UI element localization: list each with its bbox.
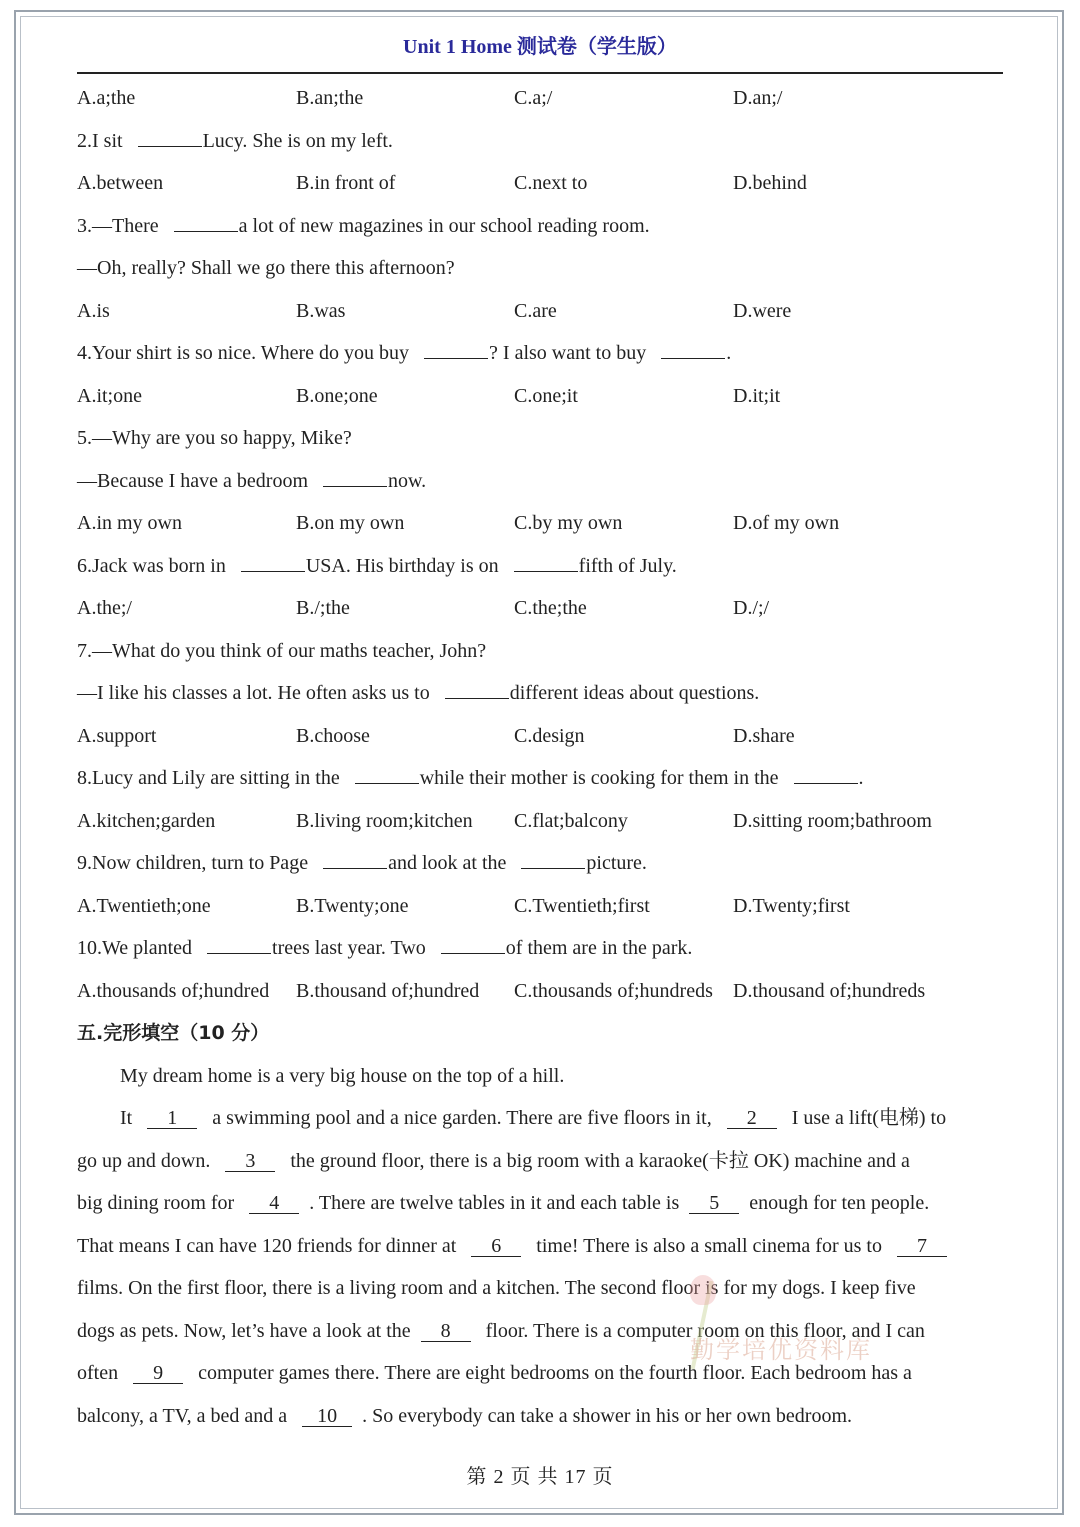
q9-stem-text-end: picture. bbox=[586, 852, 647, 874]
answer-blank bbox=[323, 466, 387, 487]
passage-text: dogs as pets. Now, let’s have a look at the bbox=[77, 1319, 411, 1342]
q10-stem-text-end: of them are in the park. bbox=[505, 937, 693, 959]
cloze-blank-2: 2 bbox=[727, 1108, 777, 1129]
answer-blank bbox=[441, 933, 505, 954]
passage-text: the ground floor, there is a big room with a karaoke(卡拉 OK) machine and a bbox=[285, 1149, 910, 1172]
q10-stem-text: 10.We planted bbox=[77, 937, 198, 959]
passage-text: enough for ten people. bbox=[749, 1192, 930, 1214]
passage-text: It bbox=[120, 1107, 138, 1129]
q6-stem-text-mid: USA. His birthday is on bbox=[305, 554, 504, 577]
q10-stem bbox=[77, 927, 1007, 970]
q10-option-c: C.thousands of;hundreds bbox=[514, 979, 713, 1002]
q5-options bbox=[77, 502, 1007, 545]
q6-option-b: B./;the bbox=[296, 597, 350, 619]
q8-stem-text: 8.Lucy and Lily are sitting in the bbox=[77, 767, 345, 789]
q4-stem-text-end: . bbox=[726, 342, 732, 364]
q5-option-d: D.of my own bbox=[733, 512, 840, 534]
answer-blank bbox=[424, 338, 488, 359]
answer-blank bbox=[207, 933, 271, 954]
answer-blank bbox=[174, 211, 238, 232]
q9-stem-text: 9.Now children, turn to Page bbox=[77, 852, 314, 874]
q2-stem-text: 2.I sit bbox=[77, 129, 128, 152]
passage-text: floor. There is a computer room on this floor, and I can bbox=[480, 1319, 925, 1342]
q6-options bbox=[77, 587, 1007, 630]
q3-option-b: B.was bbox=[296, 299, 346, 322]
q7-option-d: D.share bbox=[733, 724, 795, 747]
q4-stem-text: 4.Your shirt is so nice. Where do you buy bbox=[77, 342, 415, 364]
q8-stem-text-end: . bbox=[858, 767, 864, 789]
q8-stem bbox=[77, 757, 1007, 800]
q7-option-c: C.design bbox=[514, 724, 585, 747]
q8-option-b: B.living room;kitchen bbox=[296, 809, 473, 832]
q8-options bbox=[77, 800, 1007, 843]
q7-stem-text-end: different ideas about questions. bbox=[509, 682, 760, 704]
q7-option-a: A.support bbox=[77, 724, 157, 747]
q5-option-b: B.on my own bbox=[296, 512, 405, 534]
q5-stem-text: —Because I have a bedroom bbox=[77, 469, 314, 492]
page-number: 第 2 页 共 17 页 bbox=[466, 1466, 614, 1488]
answer-blank bbox=[323, 848, 387, 869]
q3-option-c: C.are bbox=[514, 299, 557, 322]
q4-option-c: C.one;it bbox=[514, 384, 578, 407]
section-title-cloze: 五.完形填空（10 分） bbox=[77, 1022, 270, 1044]
cloze-blank-8: 8 bbox=[421, 1321, 471, 1342]
q9-stem-text-mid: and look at the bbox=[388, 852, 512, 874]
q9-stem bbox=[77, 842, 1007, 885]
q4-option-b: B.one;one bbox=[296, 384, 378, 407]
q10-stem-text-mid: trees last year. Two bbox=[272, 937, 431, 959]
q4-option-a: A.it;one bbox=[77, 384, 142, 407]
cloze-blank-4: 4 bbox=[249, 1193, 299, 1214]
passage-text: . There are twelve tables in it and each table is bbox=[309, 1192, 680, 1214]
passage-line bbox=[77, 1097, 1007, 1140]
passage-line: My dream home is a very big house on the top of a hill. bbox=[120, 1064, 565, 1087]
q5-stem bbox=[77, 460, 1007, 503]
q5-stem-text-end: now. bbox=[388, 469, 427, 492]
q1-option-a: A.a;the bbox=[77, 87, 136, 109]
cloze-blank-10: 10 bbox=[302, 1406, 352, 1427]
q5-option-a: A.in my own bbox=[77, 512, 182, 534]
q7-stem-text: —I like his classes a lot. He often asks us to bbox=[77, 682, 435, 704]
q2-option-b: B.in front of bbox=[296, 172, 396, 194]
q5-question: 5.—Why are you so happy, Mike? bbox=[77, 427, 352, 449]
passage-line bbox=[77, 1395, 1007, 1438]
answer-blank bbox=[445, 678, 509, 699]
q6-option-c: C.the;the bbox=[514, 597, 587, 619]
q3-stem bbox=[77, 205, 1007, 248]
page-header-title: Unit 1 Home 测试卷（学生版） bbox=[403, 36, 677, 58]
q8-stem-text-mid: while their mother is cooking for them in the bbox=[419, 767, 784, 789]
q8-option-c: C.flat;balcony bbox=[514, 809, 628, 832]
q7-stem bbox=[77, 672, 1007, 715]
answer-blank bbox=[138, 126, 202, 147]
q2-option-a: A.between bbox=[77, 172, 164, 194]
q4-option-d: D.it;it bbox=[733, 384, 781, 407]
passage-line bbox=[77, 1182, 1007, 1225]
exam-content bbox=[77, 77, 1007, 1437]
passage-line: films. On the first floor, there is a living room and a kitchen. The second floor is for my dogs. I keep five bbox=[77, 1277, 916, 1299]
q10-option-b: B.thousand of;hundred bbox=[296, 979, 480, 1002]
q1-option-b: B.an;the bbox=[296, 87, 364, 109]
q6-option-a: A.the;/ bbox=[77, 597, 132, 619]
q7-question: 7.—What do you think of our maths teacher, John? bbox=[77, 639, 487, 662]
passage-line bbox=[77, 1140, 1007, 1183]
answer-blank bbox=[794, 763, 858, 784]
q9-options bbox=[77, 885, 1007, 928]
passage-text: I use a lift(电梯) to bbox=[786, 1107, 947, 1129]
q3-options bbox=[77, 290, 1007, 333]
cloze-blank-5: 5 bbox=[689, 1193, 739, 1214]
q2-stem bbox=[77, 120, 1007, 163]
answer-blank bbox=[661, 338, 725, 359]
passage-text: big dining room for bbox=[77, 1192, 240, 1214]
q2-option-d: D.behind bbox=[733, 172, 807, 194]
q1-option-c: C.a;/ bbox=[514, 87, 553, 109]
header-divider bbox=[77, 72, 1003, 74]
q3-option-a: A.is bbox=[77, 299, 110, 322]
answer-blank bbox=[514, 551, 578, 572]
q9-option-a: A.Twentieth;one bbox=[77, 894, 211, 917]
answer-blank bbox=[521, 848, 585, 869]
q2-options bbox=[77, 162, 1007, 205]
q7-options bbox=[77, 715, 1007, 758]
q3-dialogue: —Oh, really? Shall we go there this afternoon? bbox=[77, 257, 455, 279]
passage-text: often bbox=[77, 1362, 124, 1384]
q8-option-a: A.kitchen;garden bbox=[77, 809, 216, 832]
q10-option-d: D.thousand of;hundreds bbox=[733, 979, 926, 1002]
cloze-blank-3: 3 bbox=[225, 1151, 275, 1172]
q9-option-d: D.Twenty;first bbox=[733, 894, 850, 917]
passage-text: time! There is also a small cinema for us to bbox=[531, 1234, 887, 1257]
passage-text: That means I can have 120 friends for dinner at bbox=[77, 1234, 462, 1257]
answer-blank bbox=[355, 763, 419, 784]
q3-option-d: D.were bbox=[733, 299, 792, 322]
q3-stem-text: 3.—There bbox=[77, 214, 164, 237]
q6-stem-text-end: fifth of July. bbox=[578, 554, 677, 577]
passage-text: go up and down. bbox=[77, 1149, 216, 1172]
cloze-blank-9: 9 bbox=[133, 1363, 183, 1384]
q8-option-d: D.sitting room;bathroom bbox=[733, 809, 932, 832]
passage-text: computer games there. There are eight bedrooms on the fourth floor. Each bedroom has a bbox=[193, 1362, 912, 1384]
q10-option-a: A.thousands of;hundred bbox=[77, 979, 270, 1002]
q2-stem-text-end: Lucy. She is on my left. bbox=[202, 129, 393, 152]
q1-options bbox=[77, 77, 1007, 120]
passage-line bbox=[77, 1225, 1007, 1268]
q5-option-c: C.by my own bbox=[514, 512, 623, 534]
q3-stem-text-end: a lot of new magazines in our school reading room. bbox=[238, 214, 650, 237]
q6-stem bbox=[77, 545, 1007, 588]
q4-stem bbox=[77, 332, 1007, 375]
q7-option-b: B.choose bbox=[296, 724, 370, 747]
q4-stem-text-mid: ? I also want to buy bbox=[489, 342, 652, 364]
watermark-text: 勤学培优资料库 bbox=[690, 1336, 872, 1364]
q9-option-c: C.Twentieth;first bbox=[514, 894, 650, 917]
q10-options bbox=[77, 970, 1007, 1013]
watermark-flower-icon bbox=[690, 1275, 716, 1305]
passage-text: . So everybody can take a shower in his or her own bedroom. bbox=[362, 1404, 852, 1427]
q4-options bbox=[77, 375, 1007, 418]
cloze-blank-7: 7 bbox=[897, 1236, 947, 1257]
q6-stem-text: 6.Jack was born in bbox=[77, 554, 231, 577]
cloze-blank-1: 1 bbox=[147, 1108, 197, 1129]
q1-option-d: D.an;/ bbox=[733, 87, 783, 109]
passage-text: balcony, a TV, a bed and a bbox=[77, 1404, 293, 1427]
cloze-blank-6: 6 bbox=[471, 1236, 521, 1257]
q9-option-b: B.Twenty;one bbox=[296, 894, 409, 917]
passage-text: a swimming pool and a nice garden. There are five floors in it, bbox=[207, 1107, 717, 1129]
q2-option-c: C.next to bbox=[514, 172, 588, 194]
q6-option-d: D./;/ bbox=[733, 597, 770, 619]
answer-blank bbox=[241, 551, 305, 572]
